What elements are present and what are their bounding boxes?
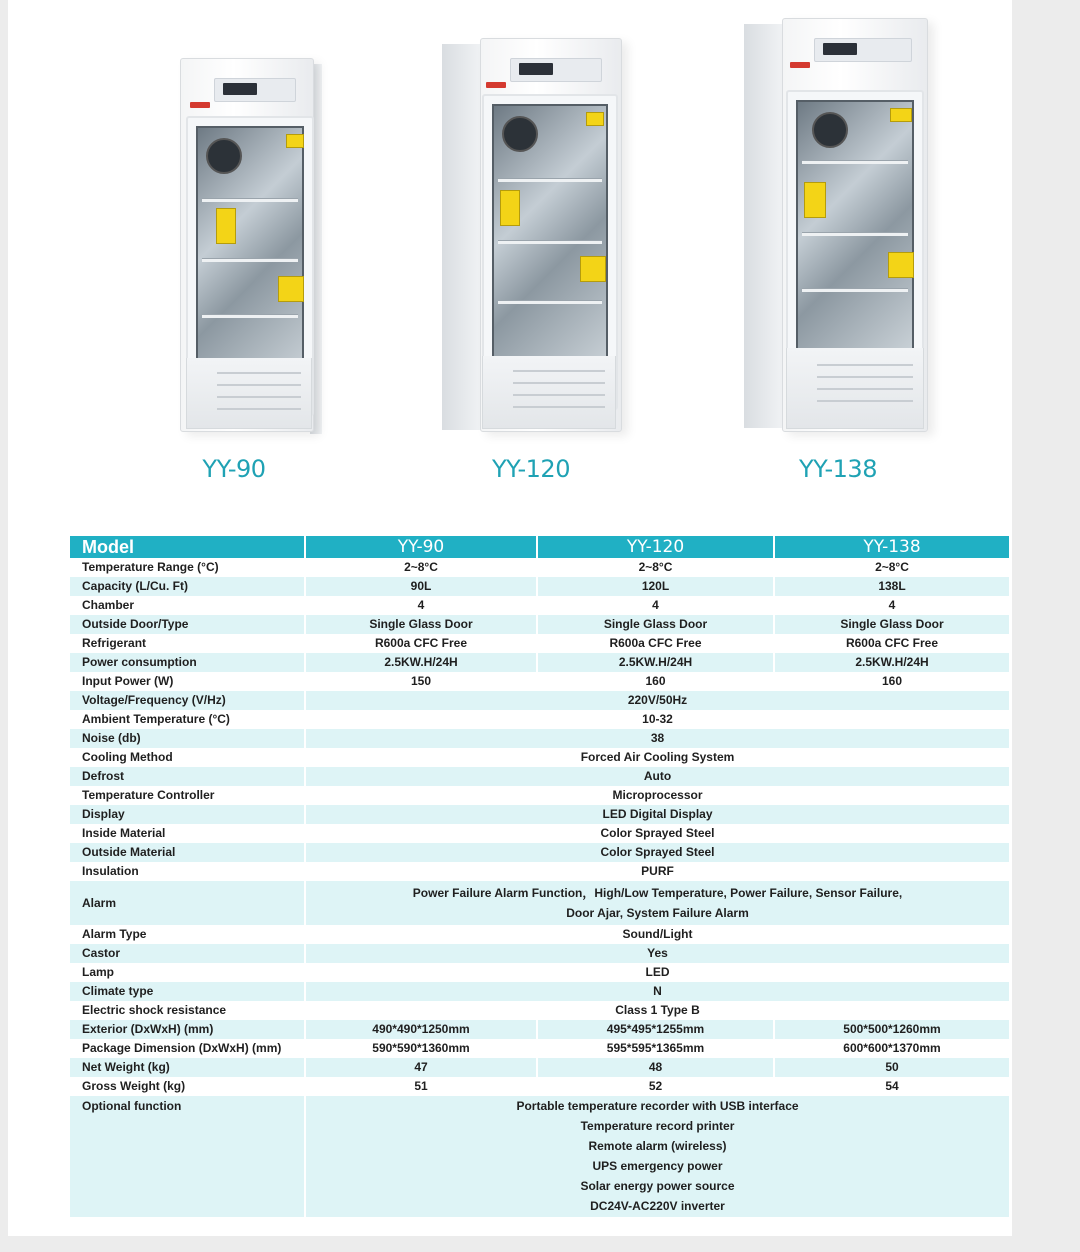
cell-line: Remote alarm (wireless) (588, 1139, 727, 1153)
cell-value: 160 (775, 672, 1011, 691)
cell-value: 160 (538, 672, 775, 691)
cell-value-shared: Yes (306, 944, 1011, 963)
cell-value-shared: 220V/50Hz (306, 691, 1011, 710)
cell-value: 495*495*1255mm (538, 1020, 775, 1039)
specification-table (70, 536, 1011, 1217)
row-label: Temperature Range (°C) (70, 558, 306, 577)
cell-value: 595*595*1365mm (538, 1039, 775, 1058)
table-row (70, 710, 1011, 729)
table-row (70, 843, 1011, 862)
product-caption: YY-138 (799, 455, 877, 483)
cell-value: 4 (538, 596, 775, 615)
row-label: Chamber (70, 596, 306, 615)
cell-value: 52 (538, 1077, 775, 1096)
table-row (70, 862, 1011, 881)
product-image-yy-138 (740, 18, 940, 438)
cell-value: 4 (775, 596, 1011, 615)
table-row (70, 596, 1011, 615)
cell-line: Door Ajar, System Failure Alarm (566, 906, 749, 920)
cell-value-shared: Auto (306, 767, 1011, 786)
cell-value: 490*490*1250mm (306, 1020, 538, 1039)
row-label: Refrigerant (70, 634, 306, 653)
cell-value: 2.5KW.H/24H (538, 653, 775, 672)
cell-value: Single Glass Door (775, 615, 1011, 634)
row-label: Power consumption (70, 653, 306, 672)
row-label: Display (70, 805, 306, 824)
cell-value: 590*590*1360mm (306, 1039, 538, 1058)
row-label: Gross Weight (kg) (70, 1077, 306, 1096)
table-row (70, 691, 1011, 710)
table-row (70, 577, 1011, 596)
cell-value: 2~8°C (538, 558, 775, 577)
row-label: Package Dimension (DxWxH) (mm) (70, 1039, 306, 1058)
row-label: Temperature Controller (70, 786, 306, 805)
row-label: Insulation (70, 862, 306, 881)
cell-value-shared: Forced Air Cooling System (306, 748, 1011, 767)
row-label: Exterior (DxWxH) (mm) (70, 1020, 306, 1039)
cell-value: 2~8°C (775, 558, 1011, 577)
row-label: Alarm (70, 881, 306, 925)
cell-line: Solar energy power source (580, 1179, 735, 1193)
table-row (70, 634, 1011, 653)
table-row (70, 1077, 1011, 1096)
cell-value-shared: LED (306, 963, 1011, 982)
cell-line: DC24V-AC220V inverter (590, 1199, 725, 1213)
cell-value-shared: 38 (306, 729, 1011, 748)
product-image-yy-120 (440, 38, 640, 438)
cell-line: Power Failure Alarm Function，High/Low Temperature, Power Failure, Sensor Failure, (412, 886, 903, 900)
cell-value-shared: Sound/Light (306, 925, 1011, 944)
table-row (70, 672, 1011, 691)
product-caption: YY-90 (202, 455, 266, 483)
row-label: Ambient Temperature (°C) (70, 710, 306, 729)
row-label: Outside Material (70, 843, 306, 862)
table-header-row (70, 536, 1011, 558)
cell-value: 47 (306, 1058, 538, 1077)
column-header-yy-120: YY-120 (538, 536, 775, 558)
column-header-yy-90: YY-90 (306, 536, 538, 558)
row-label: Climate type (70, 982, 306, 1001)
table-row (70, 944, 1011, 963)
row-label: Lamp (70, 963, 306, 982)
table-row (70, 963, 1011, 982)
cell-value: R600a CFC Free (306, 634, 538, 653)
row-label: Capacity (L/Cu. Ft) (70, 577, 306, 596)
table-row (70, 615, 1011, 634)
cell-value: Single Glass Door (538, 615, 775, 634)
cell-value: R600a CFC Free (775, 634, 1011, 653)
table-row (70, 925, 1011, 944)
table-row (70, 767, 1011, 786)
cell-value: 54 (775, 1077, 1011, 1096)
cell-value-shared: LED Digital Display (306, 805, 1011, 824)
cell-value-shared: PURF (306, 862, 1011, 881)
row-label: Noise (db) (70, 729, 306, 748)
product-image-yy-90 (150, 58, 340, 448)
row-label: Optional function (70, 1096, 306, 1217)
table-row (70, 558, 1011, 577)
cell-value-shared: Color Sprayed Steel (306, 843, 1011, 862)
cell-value-multiline (306, 881, 1011, 925)
cell-line: Temperature record printer (580, 1119, 735, 1133)
cell-line: Portable temperature recorder with USB interface (516, 1099, 799, 1113)
cell-value: R600a CFC Free (538, 634, 775, 653)
cell-value-shared: Color Sprayed Steel (306, 824, 1011, 843)
row-label: Castor (70, 944, 306, 963)
cell-value: 2~8°C (306, 558, 538, 577)
row-label: Voltage/Frequency (V/Hz) (70, 691, 306, 710)
cell-value: 51 (306, 1077, 538, 1096)
table-row (70, 805, 1011, 824)
cell-value-shared: Microprocessor (306, 786, 1011, 805)
column-header-model: Model (70, 536, 306, 558)
table-row (70, 786, 1011, 805)
cell-value-shared: Class 1 Type B (306, 1001, 1011, 1020)
row-label: Outside Door/Type (70, 615, 306, 634)
row-label: Electric shock resistance (70, 1001, 306, 1020)
cell-value: Single Glass Door (306, 615, 538, 634)
cell-value: 48 (538, 1058, 775, 1077)
cell-value: 600*600*1370mm (775, 1039, 1011, 1058)
table-row (70, 1096, 1011, 1217)
table-row (70, 982, 1011, 1001)
table-row (70, 1020, 1011, 1039)
row-label: Defrost (70, 767, 306, 786)
table-row (70, 1058, 1011, 1077)
cell-value: 120L (538, 577, 775, 596)
row-label: Cooling Method (70, 748, 306, 767)
table-row (70, 748, 1011, 767)
cell-value-shared: N (306, 982, 1011, 1001)
row-label: Alarm Type (70, 925, 306, 944)
row-label: Net Weight (kg) (70, 1058, 306, 1077)
cell-value-multiline (306, 1096, 1011, 1217)
cell-value: 2.5KW.H/24H (306, 653, 538, 672)
table-row (70, 1039, 1011, 1058)
cell-value: 2.5KW.H/24H (775, 653, 1011, 672)
cell-value: 4 (306, 596, 538, 615)
cell-value: 138L (775, 577, 1011, 596)
column-header-yy-138: YY-138 (775, 536, 1011, 558)
cell-value: 50 (775, 1058, 1011, 1077)
table-row (70, 824, 1011, 843)
table-row (70, 881, 1011, 925)
row-label: Input Power (W) (70, 672, 306, 691)
product-caption: YY-120 (492, 455, 570, 483)
cell-value-shared: 10-32 (306, 710, 1011, 729)
table-row (70, 1001, 1011, 1020)
table-row (70, 653, 1011, 672)
cell-value: 500*500*1260mm (775, 1020, 1011, 1039)
cell-value: 90L (306, 577, 538, 596)
row-label: Inside Material (70, 824, 306, 843)
cell-line: UPS emergency power (592, 1159, 723, 1173)
cell-value: 150 (306, 672, 538, 691)
table-row (70, 729, 1011, 748)
